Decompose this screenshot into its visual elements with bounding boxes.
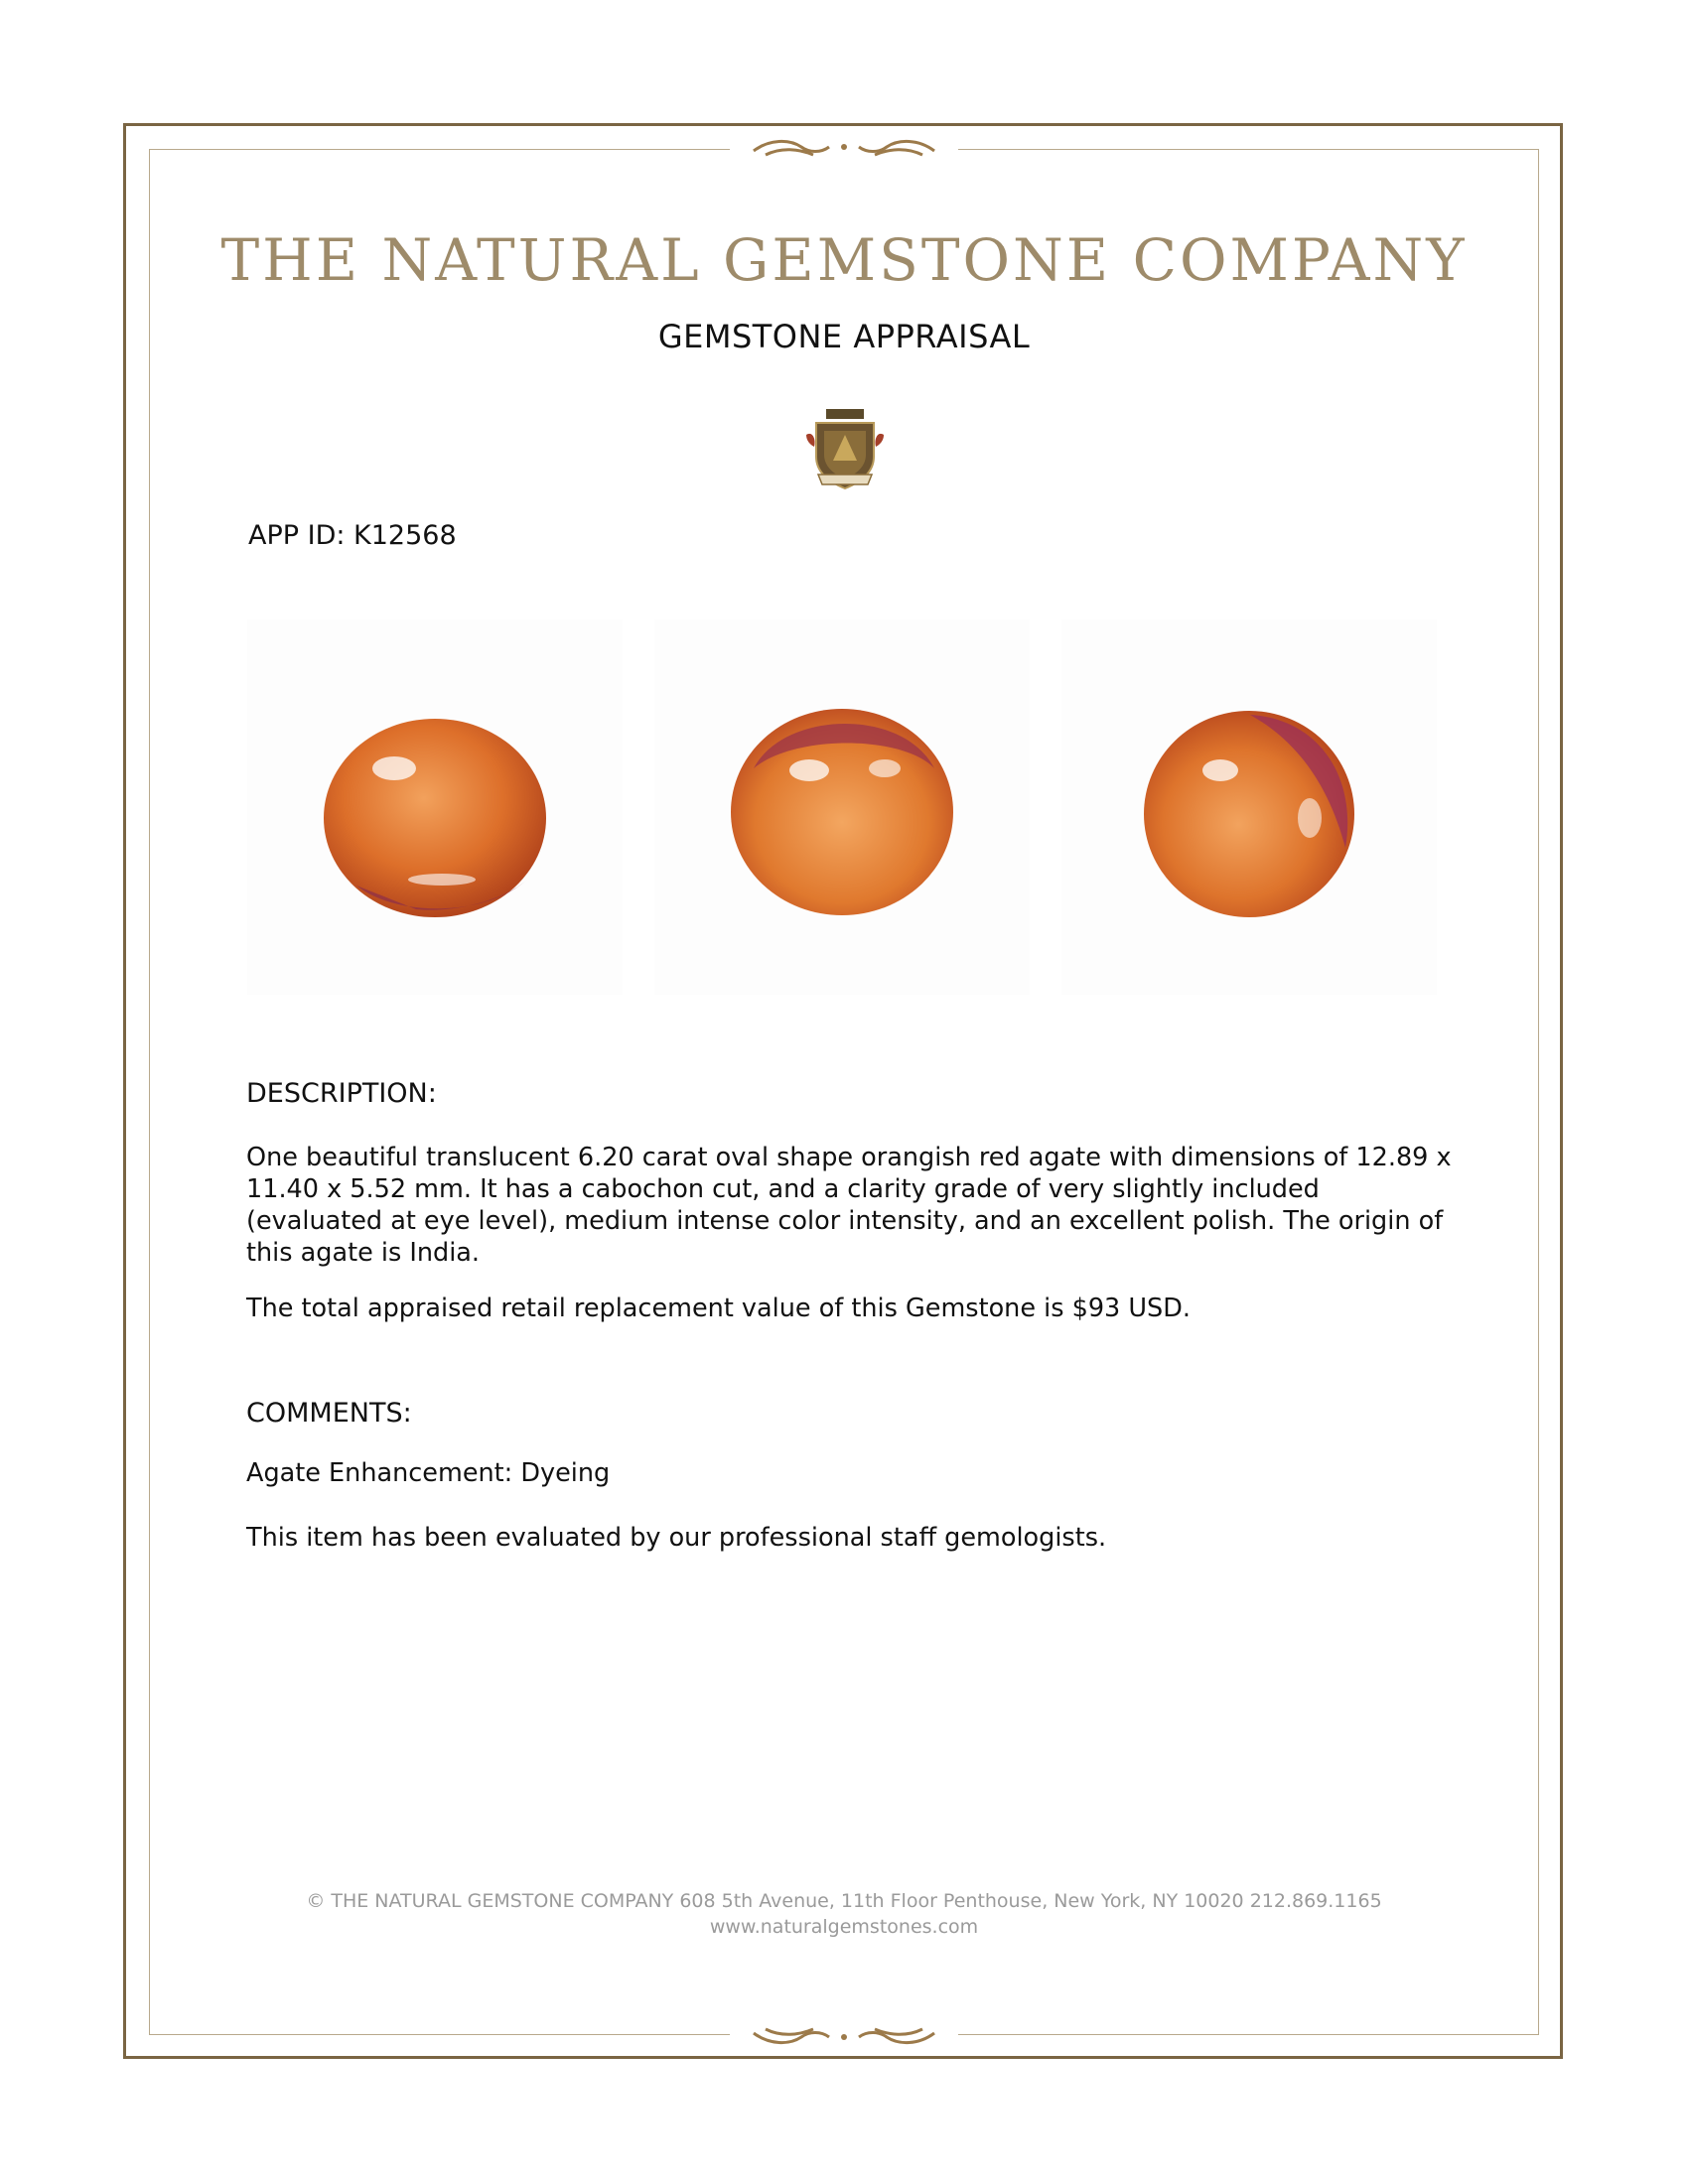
- value-statement: The total appraised retail replacement value of this Gemstone is $93 USD.: [246, 1294, 1191, 1323]
- footer-website[interactable]: www.naturalgemstones.com: [709, 1916, 979, 1938]
- description-heading: DESCRIPTION:: [246, 1078, 437, 1109]
- description-text: One beautiful translucent 6.20 carat oval shape orangish red agate with dimensions of 12.89 x 11.40 x 5.52 mm. It has a cabochon cut, and a clarity grade of very slightly included (evaluated at eye level), medium intense color intensity, and an excellent polish. The origin of this agate is India.: [246, 1143, 1452, 1268]
- comments-heading: COMMENTS:: [246, 1398, 412, 1429]
- top-ornament-icon: [730, 133, 958, 165]
- evaluation-note: This item has been evaluated by our professional staff gemologists.: [246, 1523, 1107, 1553]
- footer-address: © THE NATURAL GEMSTONE COMPANY 608 5th Avenue, 11th Floor Penthouse, New York, NY 10020 212.869.1165: [306, 1890, 1382, 1912]
- gem-image-3: [1061, 619, 1437, 995]
- enhancement-text: Agate Enhancement: Dyeing: [246, 1458, 611, 1488]
- document-title: GEMSTONE APPRAISAL: [657, 318, 1031, 355]
- gem-image-1: [247, 619, 623, 995]
- gem-image-2: [654, 619, 1030, 995]
- crest-logo-icon: [802, 405, 888, 494]
- app-id: APP ID: K12568: [248, 520, 457, 551]
- company-name: THE NATURAL GEMSTONE COMPANY: [220, 226, 1468, 294]
- bottom-ornament-icon: [730, 2019, 958, 2051]
